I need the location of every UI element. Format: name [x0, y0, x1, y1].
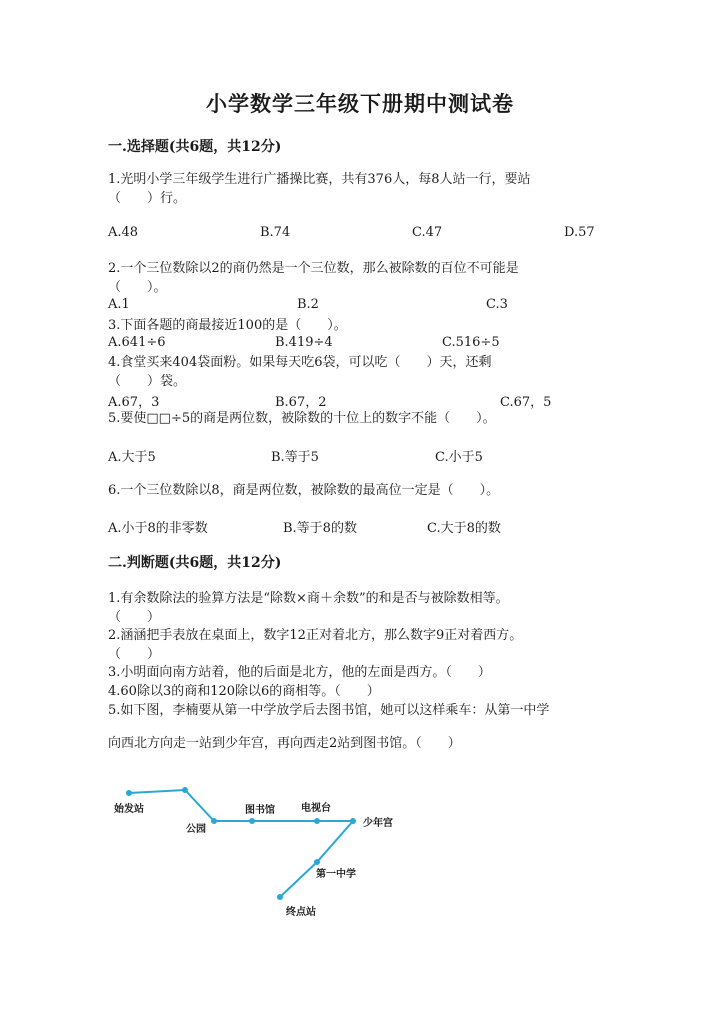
option-b: B.419÷4 [275, 335, 333, 350]
option-b: B.74 [260, 225, 291, 240]
option-a: A.1 [108, 297, 130, 312]
option-a: A.大于5 [108, 450, 156, 465]
question-1-3 [108, 316, 608, 335]
page-title: 小学数学三年级下册期中测试卷 [206, 91, 514, 116]
station-label-first-middle-school: 第一中学 [316, 869, 356, 880]
option-d: D.57 [564, 225, 595, 240]
question-text: 1.有余数除法的验算方法是“除数×商＋余数”的和是否与被除数相等。 [108, 591, 509, 606]
question-1-2 [108, 259, 608, 297]
question-text: 2.涵涵把手表放在桌面上，数字12正对着北方，那么数字9正对着西方。 [108, 628, 523, 643]
station-dot [211, 818, 217, 824]
question-text: 4.60除以3的商和120除以6的商相等。（ ） [108, 684, 380, 699]
option-c: C.小于5 [435, 450, 483, 465]
question-text: （ ）。 [108, 280, 167, 295]
question-text: 4.食堂买来404袋面粉。如果每天吃6袋，可以吃（ ）天，还剩 [108, 355, 492, 370]
question-1-3-options [108, 335, 608, 353]
question-1-4 [108, 353, 608, 391]
station-dot [249, 818, 255, 824]
option-c: C.大于8的数 [427, 521, 501, 536]
question-1-6 [108, 481, 608, 500]
station-label-tv-station: 电视台 [301, 803, 331, 814]
question-text: 3.小明面向南方站着，他的后面是北方，他的左面是西方。（ ） [108, 665, 491, 680]
option-c: C.3 [486, 297, 508, 312]
option-a: A.641÷6 [108, 335, 166, 350]
question-1-2-options [108, 297, 608, 315]
station-dot [277, 894, 283, 900]
question-1-6-options [108, 517, 608, 535]
question-text: （ ）袋。 [108, 374, 187, 389]
question-text: 3.下面各题的商最接近100的是（ ）。 [108, 318, 347, 333]
question-text: 5.要使□□÷5的商是两位数，被除数的十位上的数字不能（ ）。 [108, 411, 496, 426]
option-c: C.47 [412, 225, 443, 240]
question-text: 2.一个三位数除以2的商仍然是一个三位数，那么被除数的百位不可能是 [108, 261, 519, 276]
option-a: A.67，3 [108, 395, 160, 410]
station-label-park: 公园 [186, 824, 206, 835]
section-1-title: 一.选择题(共6题，共12分) [108, 139, 282, 155]
station-dot [314, 818, 320, 824]
question-2-2 [108, 626, 608, 664]
route-map [100, 770, 420, 930]
option-a: A.小于8的非零数 [108, 521, 208, 536]
question-text: （ ） [108, 647, 161, 662]
question-1-5 [108, 409, 608, 428]
station-label-library: 图书馆 [245, 805, 275, 816]
question-1-5-options [108, 446, 608, 464]
question-text: 向西北方向走一站到少年宫，再向西走2站到图书馆。（ ） [108, 736, 461, 751]
question-text: （ ）行。 [108, 191, 187, 206]
question-2-3 [108, 663, 608, 682]
question-text: （ ） [108, 610, 161, 625]
question-text: 6.一个三位数除以8，商是两位数，被除数的最高位一定是（ ）。 [108, 483, 500, 498]
question-text: 1.光明小学三年级学生进行广播操比赛，共有376人，每8人站一行，要站 [108, 172, 531, 187]
station-dot [314, 859, 320, 865]
option-c: C.516÷5 [442, 335, 500, 350]
station-dot [182, 787, 188, 793]
station-dot [126, 790, 132, 796]
section-2-title: 二.判断题(共6题，共12分) [108, 555, 282, 571]
station-label-terminal: 终点站 [286, 907, 316, 918]
question-2-5 [108, 701, 608, 753]
option-c: C.67，5 [500, 395, 552, 410]
question-1-1-options [108, 225, 608, 243]
station-label-start: 始发站 [114, 804, 144, 815]
option-a: A.48 [108, 225, 139, 240]
option-b: B.等于8的数 [283, 521, 357, 536]
question-1-4-options [108, 391, 608, 409]
option-b: B.67，2 [275, 395, 327, 410]
station-dot [350, 818, 356, 824]
question-text: 5.如下图，李楠要从第一中学放学后去图书馆，她可以这样乘车：从第一中学 [108, 703, 550, 718]
question-2-4 [108, 682, 608, 701]
option-b: B.等于5 [271, 450, 319, 465]
question-1-1 [108, 170, 608, 208]
station-label-youth-palace: 少年宫 [363, 818, 393, 829]
question-2-1 [108, 589, 608, 627]
option-b: B.2 [297, 297, 319, 312]
